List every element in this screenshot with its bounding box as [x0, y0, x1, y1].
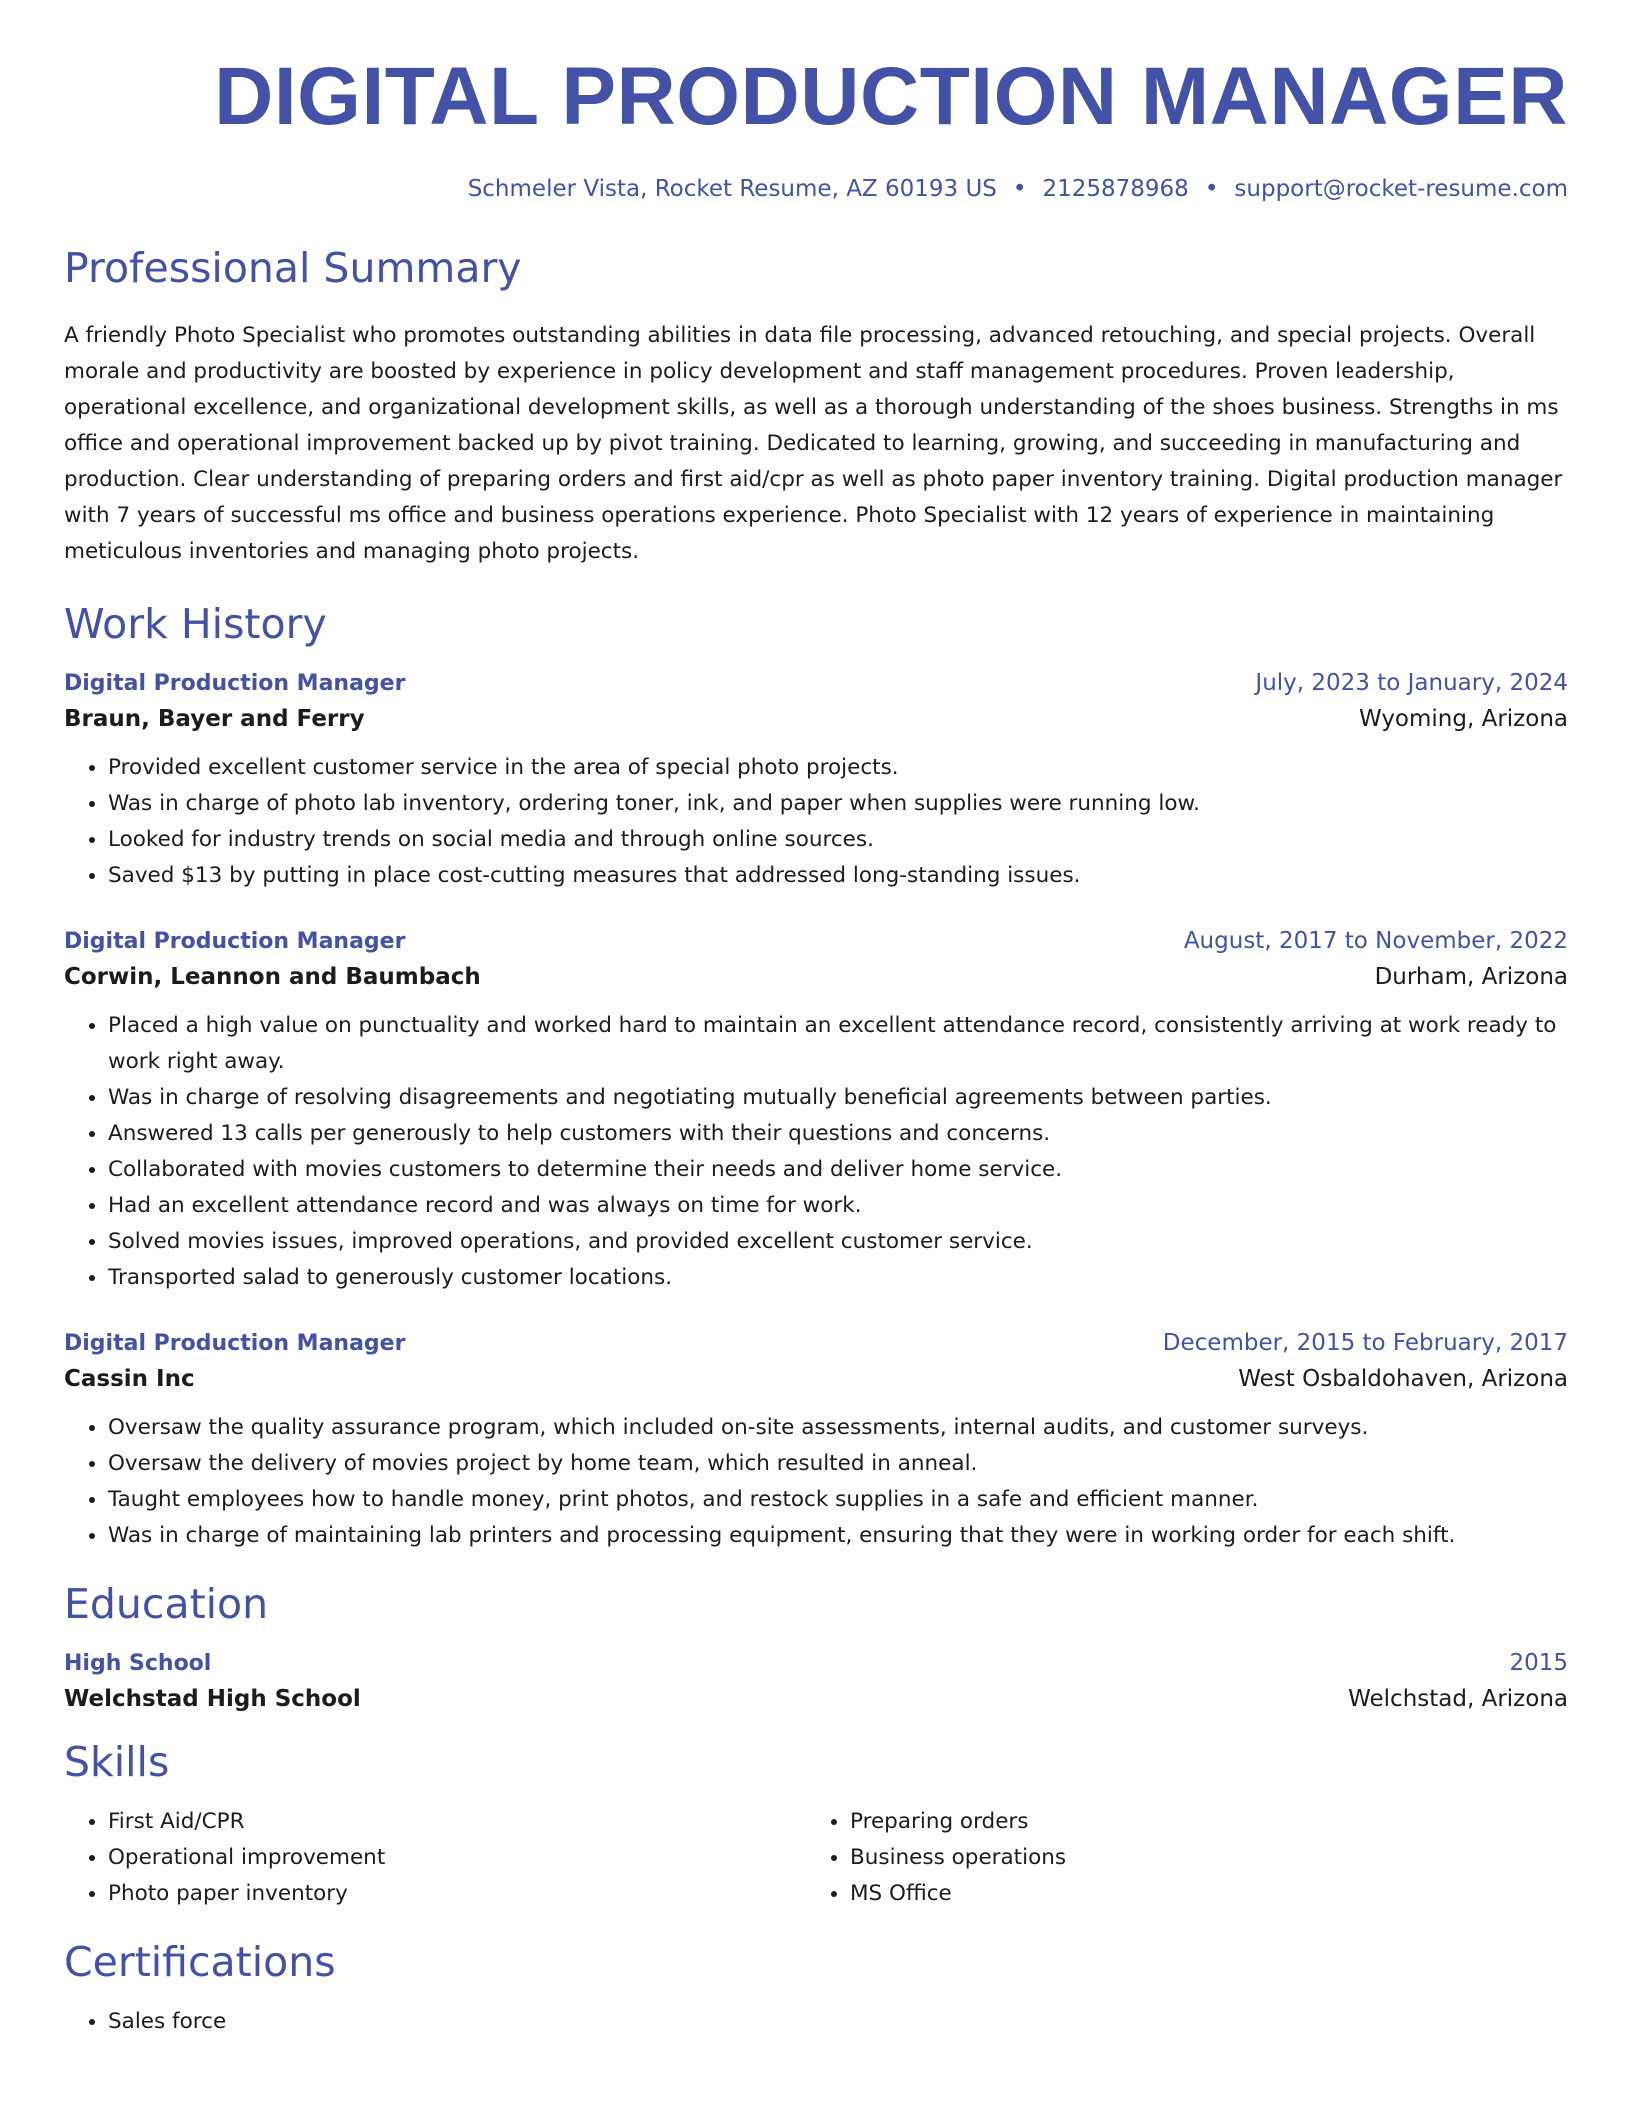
job-bullets — [64, 1410, 1568, 1554]
job-location: West Osbaldohaven, Arizona — [1238, 1366, 1568, 1393]
job-dates: December, 2015 to February, 2017 — [1162, 1330, 1568, 1357]
job-bullet: • Had an excellent attendance record and was always on time for work. — [108, 1188, 1568, 1224]
summary-text: A friendly Photo Specialist who promotes outstanding abilities in data file processing, advanced retouching, and special projects. Overall morale and productivity are boosted by experience in policy development and staff management procedures. Proven leadership, operational excellence, and organizational development skills, as well as a thorough understanding of the shoes business. Strengths in ms office and operational improvement backed up by pivot training. Dedicated to learning, growing, and succeeding in manufacturing and production. Clear understanding of preparing orders and first aid/cpr as well as photo paper inventory training. Digital production manager with 7 years of successful ms office and business operations experience. Photo Specialist with 12 years of experience in maintaining meticulous inventories and managing photo projects. — [64, 323, 1563, 565]
education-school: Welchstad High School — [64, 1686, 361, 1713]
section-title-certifications: Certifications — [64, 1938, 336, 1987]
job-dates: July, 2023 to January, 2024 — [1255, 670, 1568, 697]
work-history-section — [64, 600, 1568, 1554]
education-entry — [64, 1650, 1568, 1712]
contact-email: support@rocket-resume.com — [1234, 176, 1568, 203]
job-company: Braun, Bayer and Ferry — [64, 706, 365, 733]
job-bullet: • Saved $13 by putting in place cost-cutting measures that addressed long-standing issues. — [108, 858, 1568, 894]
contact-line — [64, 176, 1568, 202]
certifications-list — [64, 2004, 1568, 2040]
education-year: 2015 — [1509, 1650, 1568, 1677]
job-title: Digital Production Manager — [64, 1331, 406, 1357]
contact-separator: • — [1204, 176, 1219, 203]
section-title-skills: Skills — [64, 1738, 170, 1787]
job-bullet: • Placed a high value on punctuality and worked hard to maintain an excellent attendance record, consistently arriving at work ready to work right away. — [108, 1008, 1568, 1080]
skills-columns — [64, 1804, 1568, 1912]
job-bullet: • Was in charge of photo lab inventory, ordering toner, ink, and paper when supplies were running low. — [108, 786, 1568, 822]
education-location: Welchstad, Arizona — [1348, 1686, 1568, 1713]
section-title-work-history: Work History — [64, 600, 327, 649]
section-title-education: Education — [64, 1580, 269, 1629]
job-bullets — [64, 1008, 1568, 1296]
job-location: Wyoming, Arizona — [1358, 706, 1568, 733]
job-bullet: • Was in charge of maintaining lab printers and processing equipment, ensuring that they were in working order for each shift. — [108, 1518, 1568, 1554]
job-title: Digital Production Manager — [64, 671, 406, 697]
job-entry — [64, 670, 1568, 894]
skills-list-right — [806, 1804, 1548, 1912]
certification-item: • Sales force — [108, 2004, 1568, 2040]
job-company: Corwin, Leannon and Baumbach — [64, 964, 481, 991]
education-degree: High School — [64, 1651, 212, 1677]
job-bullet: • Provided excellent customer service in the area of special photo projects. — [108, 750, 1568, 786]
job-entry — [64, 928, 1568, 1296]
job-bullet: • Taught employees how to handle money, print photos, and restock supplies in a safe and efficient manner. — [108, 1482, 1568, 1518]
skill-item: • Preparing orders — [850, 1804, 1548, 1840]
job-bullet: • Solved movies issues, improved operations, and provided excellent customer service. — [108, 1224, 1568, 1260]
job-bullets — [64, 750, 1568, 894]
summary-section — [64, 244, 1568, 570]
education-section — [64, 1580, 1568, 1712]
job-location: Durham, Arizona — [1374, 964, 1568, 991]
job-entry — [64, 1330, 1568, 1554]
resume-header — [64, 52, 1568, 202]
skills-section — [64, 1738, 1568, 1912]
contact-address: Schmeler Vista, Rocket Resume, AZ 60193 US — [467, 176, 997, 203]
resume-name: DIGITAL PRODUCTION MANAGER — [214, 51, 1568, 142]
job-bullet: • Oversaw the delivery of movies project by home team, which resulted in anneal. — [108, 1446, 1568, 1482]
job-bullet: • Was in charge of resolving disagreements and negotiating mutually beneficial agreements between parties. — [108, 1080, 1568, 1116]
skill-item: • Operational improvement — [108, 1840, 806, 1876]
job-bullet: • Looked for industry trends on social media and through online sources. — [108, 822, 1568, 858]
job-bullet: • Oversaw the quality assurance program, which included on-site assessments, internal audits, and customer surveys. — [108, 1410, 1568, 1446]
job-dates: August, 2017 to November, 2022 — [1183, 928, 1568, 955]
contact-phone: 2125878968 — [1042, 176, 1189, 203]
job-bullet: • Collaborated with movies customers to determine their needs and deliver home service. — [108, 1152, 1568, 1188]
job-bullet: • Answered 13 calls per generously to help customers with their questions and concerns. — [108, 1116, 1568, 1152]
skill-item: • Business operations — [850, 1840, 1548, 1876]
certifications-section — [64, 1938, 1568, 2040]
skill-item: • First Aid/CPR — [108, 1804, 806, 1840]
job-title: Digital Production Manager — [64, 929, 406, 955]
skill-item: • Photo paper inventory — [108, 1876, 806, 1912]
section-title-summary: Professional Summary — [64, 244, 522, 293]
skill-item: • MS Office — [850, 1876, 1548, 1912]
job-bullet: • Transported salad to generously customer locations. — [108, 1260, 1568, 1296]
contact-separator: • — [1012, 176, 1027, 203]
skills-list-left — [64, 1804, 806, 1912]
job-company: Cassin Inc — [64, 1366, 195, 1393]
